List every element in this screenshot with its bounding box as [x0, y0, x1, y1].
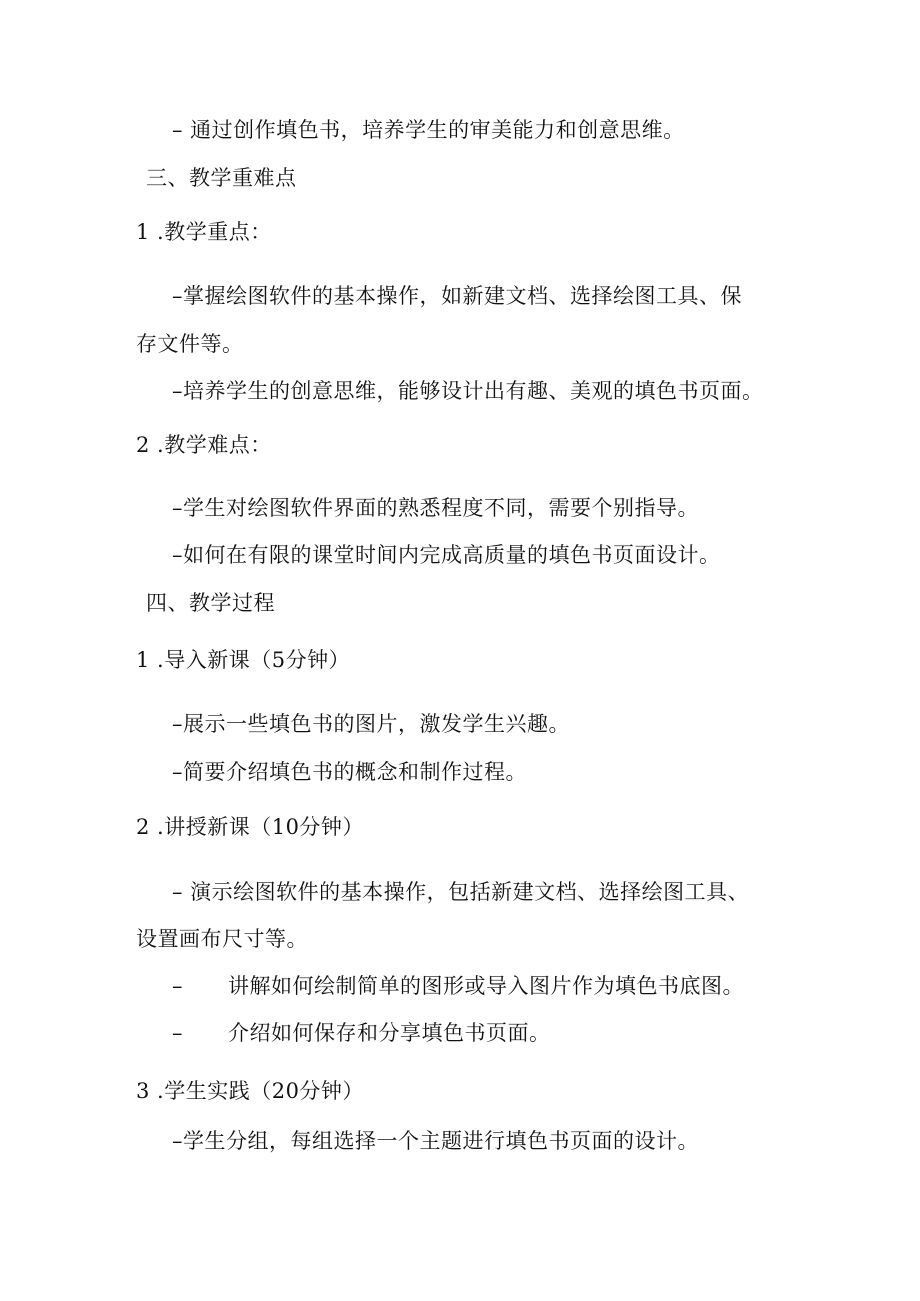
intro-line-1: –展示一些填色书的图片，激发学生兴趣。 [172, 712, 570, 736]
teaching-line-3-text: 介绍如何保存和分享填色书页面。 [228, 1021, 551, 1045]
intro-line-2: –简要介绍填色书的概念和制作过程。 [172, 760, 527, 784]
section-heading-process: 四、教学过程 [146, 591, 275, 615]
teaching-line-2 [172, 972, 744, 1000]
subheading-practice: 3 .学生实践（20分钟） [136, 1079, 364, 1103]
difficult-point-line-2: –如何在有限的课堂时间内完成高质量的填色书页面设计。 [172, 543, 721, 567]
teaching-line-3 [172, 1019, 551, 1047]
key-point-line-1a: –掌握绘图软件的基本操作，如新建文档、选择绘图工具、保 [172, 284, 742, 308]
practice-line-1: –学生分组，每组选择一个主题进行填色书页面的设计。 [172, 1129, 699, 1153]
teaching-line-1b: 设置画布尺寸等。 [136, 927, 308, 951]
subheading-difficult-point: 2 .教学难点： [136, 433, 272, 457]
teaching-line-1a: – 演示绘图软件的基本操作，包括新建文档、选择绘图工具、 [172, 880, 750, 904]
key-point-line-2: –培养学生的创意思维，能够设计出有趣、美观的填色书页面。 [172, 379, 764, 403]
objective-line: – 通过创作填色书，培养学生的审美能力和创意思维。 [172, 118, 685, 142]
bullet-dash: – [172, 1021, 183, 1045]
key-point-line-1b: 存文件等。 [136, 332, 244, 356]
section-heading-key-points: 三、教学重难点 [146, 166, 297, 190]
teaching-line-2-text: 讲解如何绘制简单的图形或导入图片作为填色书底图。 [228, 974, 744, 998]
subheading-intro: 1 .导入新课（5分钟） [136, 648, 351, 672]
subheading-key-point: 1 .教学重点： [136, 220, 272, 244]
difficult-point-line-1: –学生对绘图软件界面的熟悉程度不同，需要个别指导。 [172, 496, 699, 520]
bullet-dash: – [172, 974, 183, 998]
subheading-teaching: 2 .讲授新课（10分钟） [136, 815, 364, 839]
